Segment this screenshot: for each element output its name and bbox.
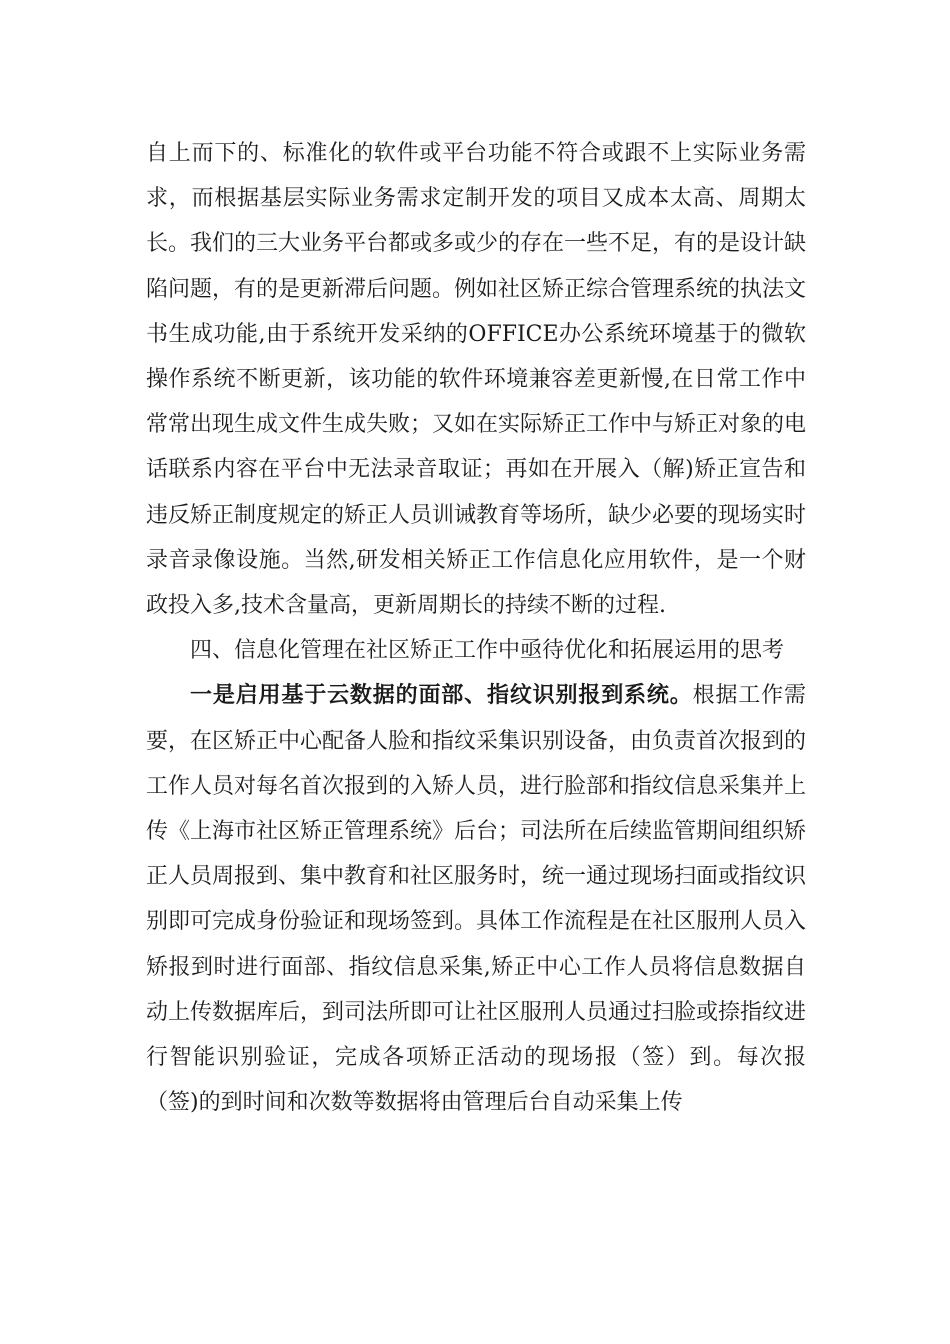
body-paragraph: [146, 673, 806, 1125]
body-paragraph: 自上而下的、标准化的软件或平台功能不符合或跟不上实际业务需求，而根据基层实际业务需求定制开发的项目又成本太高、周期太长。我们的三大业务平台都或多或少的存在一些不足，有的是设计缺陷问题，有的是更新滞后问题。例如社区矫正综合管理系统的执法文书生成功能,由于系统开发采纳的OFFICE办公系统环境基于的微软操作系统不断更新，该功能的软件环境兼容差更新慢,在日常工作中常常出现生成文件生成失败；又如在实际矫正工作中与矫正对象的电话联系内容在平台中无法录音取证；再如在开展入（解)矫正宣告和违反矫正制度规定的矫正人员训诫教育等场所，缺少必要的现场实时录音录像设施。当然,研发相关矫正工作信息化应用软件，是一个财政投入多,技术含量高，更新周期长的持续不断的过程.: [146, 141, 807, 619]
paragraph-body-text: 根据工作需要，在区矫正中心配备人脸和指纹采集识别设备，由负责首次报到的工作人员对每名首次报到的入矫人员，进行脸部和指纹信息采集并上传《上海市社区矫正管理系统》后台；司法所在后续监管期间组织矫正人员周报到、集中教育和社区服务时，统一通过现场扫面或指纹识别即可完成身份验证和现场签到。具体工作流程是在社区服刑人员入矫报到时进行面部、指纹信息采集,矫正中心工作人员将信息数据自动上传数据库后，到司法所即可让社区服刑人员通过扫脸或捺指纹进行智能识别验证，完成各项矫正活动的现场报（签）到。每次报（签)的到时间和次数等数据将由管理后台自动采集上传: [146, 683, 807, 1116]
document-body: [146, 131, 806, 1125]
section-heading: 四、信息化管理在社区矫正工作中亟待优化和拓展运用的思考: [190, 638, 785, 664]
paragraph-lead-sentence: 一是启用基于云数据的面部、指纹识别报到系统。: [190, 682, 693, 709]
